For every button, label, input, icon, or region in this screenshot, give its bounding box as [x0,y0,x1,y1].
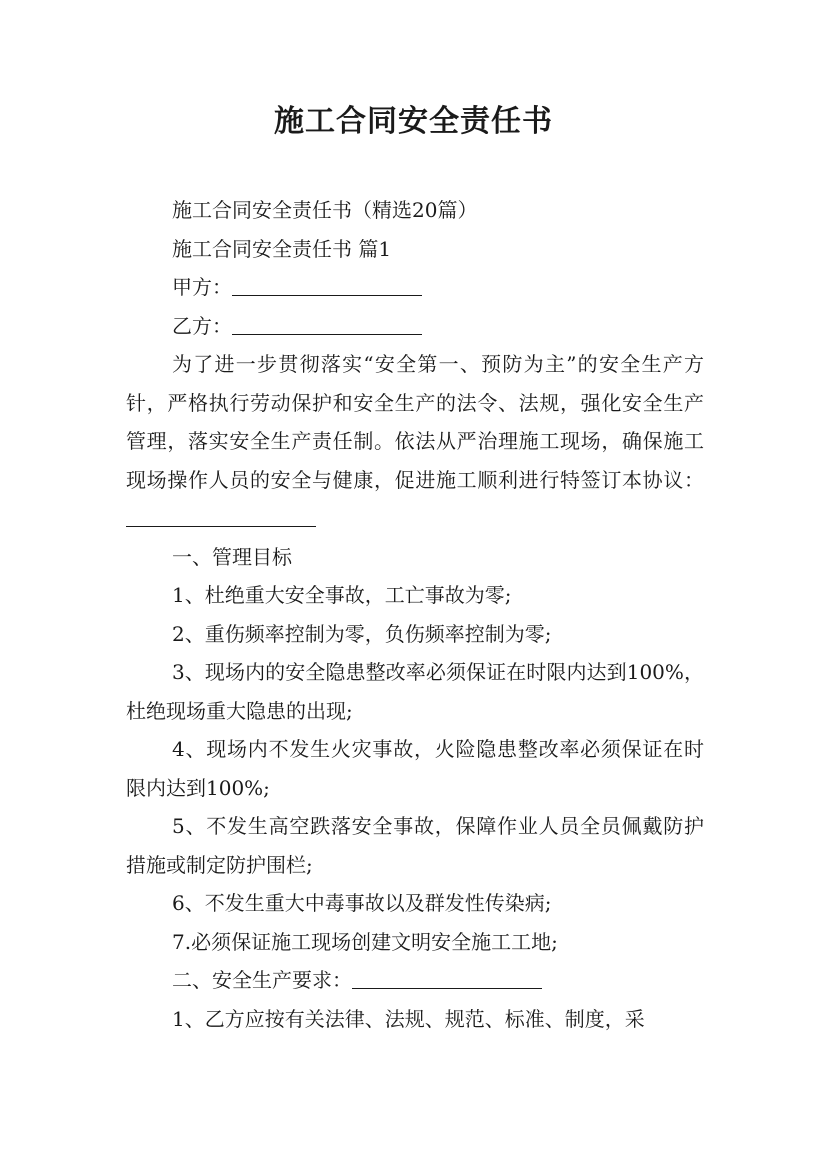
intro-paragraph [126,345,704,538]
party-b-blank [232,314,422,335]
heading-safety-requirements [126,961,704,1000]
heading-two-text: 二、安全生产要求： [172,968,352,992]
intro-blank [126,506,316,527]
heading-management-goals: 一、管理目标 [172,544,292,569]
party-b-label: 乙方： [172,313,232,338]
goal-item: 5、不发生高空跌落安全事故，保障作业人员全员佩戴防护措施或制定防护围栏; [126,814,704,877]
goal-item: 1、杜绝重大安全事故，工亡事故为零; [172,583,512,607]
party-a-label: 甲方： [172,275,232,299]
intro-text: 为了进一步贯彻落实“安全第一、预防为主”的安全生产方针，严格执行劳动保护和安全生产的法令、法规，强化安全生产管理，落实安全生产责任制。依法从严治理施工现场，确保施工现场操作人员的安全与健康，促进施工顺利进行特签订本协议： [126,352,704,492]
party-a-blank [232,275,422,296]
requirement-item: 1、乙方应按有关法律、法规、规范、标准、制度，采 [172,1006,645,1031]
document-subtitle: 施工合同安全责任书（精选20篇） [172,198,478,222]
goal-item: 2、重伤频率控制为零，负伤频率控制为零; [172,621,552,646]
document-body [126,191,704,1038]
section-heading: 施工合同安全责任书 篇1 [172,236,392,261]
goal-item: 7.必须保证施工现场创建文明安全施工工地; [172,929,558,954]
goal-item: 4、现场内不发生火灾事故，火险隐患整改率必须保证在时限内达到100%; [126,737,704,800]
party-a-line [126,268,704,307]
party-b-line [126,307,704,346]
requirements-blank [352,968,542,989]
goal-item: 3、现场内的安全隐患整改率必须保证在时限内达到100%，杜绝现场重大隐患的出现; [126,660,704,723]
goal-item: 6、不发生重大中毒事故以及群发性传染病; [172,891,552,915]
document-title: 施工合同安全责任书 [274,104,553,139]
